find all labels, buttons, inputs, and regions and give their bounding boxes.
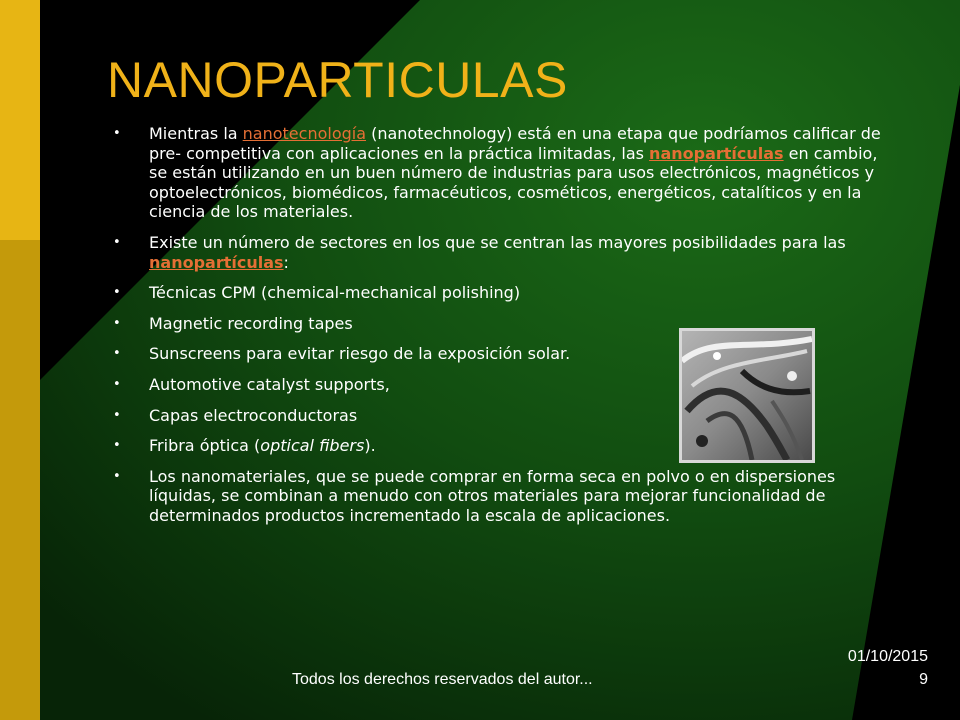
bullet-item: • Mientras la nanotecnología (nanotechnology) está en una etapa que podríamos calificar de pre- competitiva con aplicaciones en la práctica limitadas, las nanopartículas en cambio, se están utilizando en un buen número de industrias para usos electrónicos, magnéticos y optoelectrónicos, biomédicos, farmacéuticos, cosméticos, energéticos, catalíticos y en la ciencia de los materiales.: [113, 124, 893, 222]
slide-title: NANOPARTICULAS: [107, 52, 568, 108]
link-nanoparticulas[interactable]: nanopartículas: [649, 143, 784, 163]
footer-rights: Todos los derechos reservados del autor...: [292, 671, 593, 688]
footer-date: 01/10/2015: [847, 648, 928, 665]
sidebar-stripe-highlight: [0, 0, 40, 240]
bullet-item: • Existe un número de sectores en los que se centran las mayores posibilidades para las nanopartículas:: [113, 233, 893, 272]
bullet-item: • Sunscreens para evitar riesgo de la exposición solar.: [113, 344, 893, 364]
bullet-item: • Magnetic recording tapes: [113, 314, 893, 334]
footer-page-number: 9: [919, 671, 928, 688]
link-nanotecnologia[interactable]: nanotecnología: [242, 124, 367, 143]
link-nanoparticulas-2[interactable]: nanopartículas: [149, 252, 284, 272]
bullet-item: • Técnicas CPM (chemical-mechanical polishing): [113, 283, 893, 303]
bullet-item: • Los nanomateriales, que se puede comprar en forma seca en polvo o en dispersiones líquidas, se combinan a menudo con otros materiales para mejorar funcionalidad de determinados productos incrementado la escala de aplicaciones.: [113, 467, 893, 526]
nanoparticle-photo: [679, 328, 815, 463]
bullet-item: • Capas electroconductoras: [113, 406, 893, 426]
bullet-item: • Fribra óptica (optical fibers).: [113, 436, 893, 456]
bullet-item: • Automotive catalyst supports,: [113, 375, 893, 395]
